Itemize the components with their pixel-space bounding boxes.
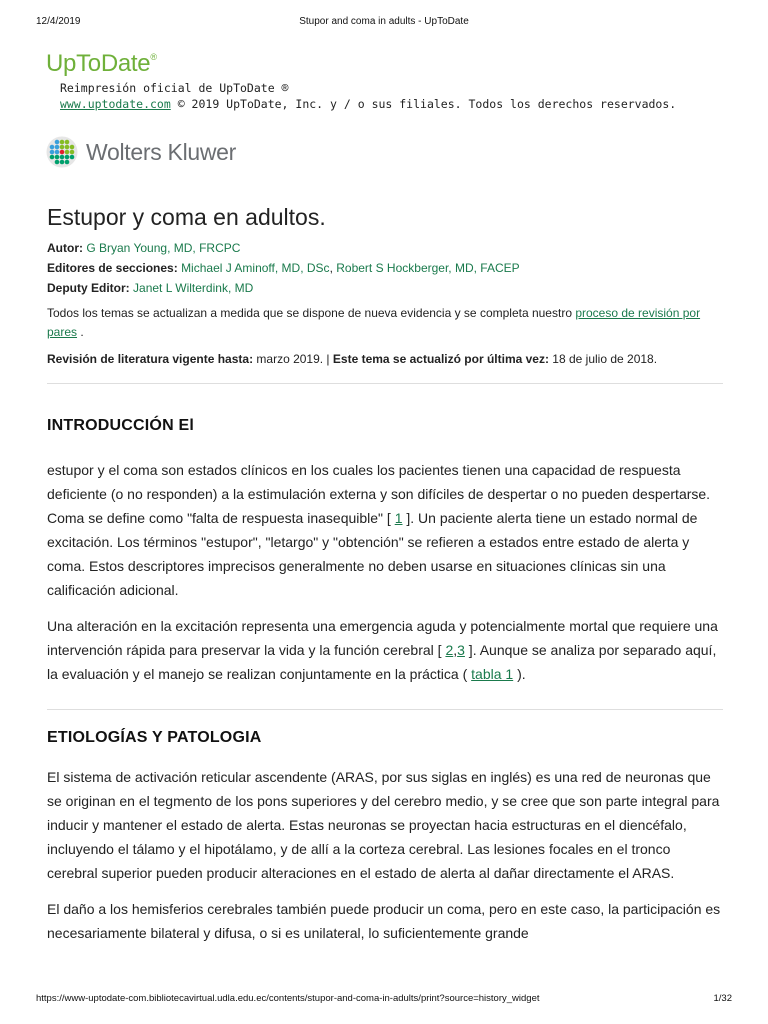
editors-line <box>47 258 723 278</box>
logo-dot <box>55 145 60 150</box>
uptodate-logo <box>46 50 157 78</box>
logo-dot <box>55 140 60 145</box>
etiology-paragraph-1: El sistema de activación reticular ascendente (ARAS, por sus siglas en inglés) es una red de neuronas que se originan en el tegmento de los pons superiores y del cerebro medio, y se cree que son parte integral para inducir y mantener el estado de alerta. Estas neuronas se proyectan hacia estructuras en el diencéfalo, incluyendo el tálamo y el hipotálamo, y de allí a la corteza cerebral. Las lesiones focales en el tronco cerebral superior pueden producir alteraciones en el estado de alerta al dañar directamente el ARAS. <box>47 769 720 881</box>
reference-separator: , <box>453 642 458 658</box>
logo-dot <box>65 160 70 165</box>
table-1-link[interactable]: tabla 1 <box>471 666 514 682</box>
section-heading-introduction: INTRODUCCIÓN El <box>47 417 194 434</box>
review-label: Revisión de literatura vigente hasta: <box>47 352 254 366</box>
logo-dot <box>70 145 75 150</box>
reprint-notice <box>60 80 676 112</box>
intro-paragraph-2 <box>47 614 723 686</box>
uptodate-link[interactable]: www.uptodate.com <box>60 97 171 111</box>
article <box>47 200 723 945</box>
editors-label: Editores de secciones: <box>47 261 178 275</box>
logo-dot <box>55 160 60 165</box>
peer-review-link[interactable]: proceso de revisión por pares <box>47 306 701 339</box>
update-note-text: Todos los temas se actualizan a medida que se dispone de nueva evidencia y se completa nuestro <box>47 306 576 320</box>
reprint-line-1: Reimpresión oficial de UpToDate ® <box>60 81 289 95</box>
logo-dot <box>50 145 55 150</box>
print-date: 12/4/2019 <box>36 16 81 27</box>
editor-link-aminoff[interactable]: Michael J Aminoff, MD, DSc <box>181 261 330 275</box>
registered-mark: ® <box>150 52 157 62</box>
logo-dot <box>60 155 65 160</box>
print-footer <box>36 993 732 1007</box>
logo-dot <box>60 140 65 145</box>
review-info <box>47 350 723 368</box>
brand-name: UpToDate <box>46 50 151 77</box>
intro-p1-text-end: ]. Un paciente alerta tiene un estado normal de excitación. Los términos "estupor", "letargo" y "obtención" se refieren a estados entre estado de alerta y coma. Estos descriptores imprecisos generalmente no deben usarse en situaciones clínicas sin una calificación adicional. <box>47 510 698 598</box>
review-value: marzo 2019. | <box>253 352 333 366</box>
reference-link-3[interactable]: 3 <box>457 642 465 658</box>
copyright-text: © 2019 UpToDate, Inc. y / o sus filiales. Todos los derechos reservados. <box>170 97 677 111</box>
author-label: Autor: <box>47 241 83 255</box>
author-link[interactable]: G Bryan Young, MD, FRCPC <box>86 241 241 255</box>
logo-dot <box>65 155 70 160</box>
editor-separator: , <box>329 261 337 275</box>
editor-link-hockberger[interactable]: Robert S Hockberger, MD, FACEP <box>336 261 520 275</box>
intro-p2-text-end: ). <box>513 666 526 682</box>
etiology-paragraph-2: El daño a los hemisferios cerebrales también puede producir un coma, pero en este caso, la participación es necesariamente bilateral y difusa, o si es unilateral, lo suficientemente grande <box>47 901 721 941</box>
logo-dot <box>65 140 70 145</box>
deputy-editor-link[interactable]: Janet L Wilterdink, MD <box>133 281 254 295</box>
logo-dot <box>70 155 75 160</box>
logo-dot <box>55 150 60 155</box>
logo-dot <box>70 150 75 155</box>
logo-dot <box>50 150 55 155</box>
update-note-end: . <box>77 325 84 339</box>
divider <box>47 709 723 710</box>
section-heading-etiology: ETIOLOGÍAS Y PATOLOGIA <box>47 729 262 746</box>
print-page-title: Stupor and coma in adults - UpToDate <box>299 16 469 27</box>
wolters-kluwer-logo <box>46 134 236 170</box>
publisher-name: Wolters Kluwer <box>86 138 237 165</box>
intro-paragraph-1 <box>47 458 723 602</box>
intro-p2-text: Una alteración en la excitación representa una emergencia aguda y potencialmente mortal que requiere una intervención rápida para preservar la vida y la función cerebral [ <box>47 618 718 658</box>
reference-link-1[interactable]: 1 <box>394 510 403 526</box>
updated-value: 18 de julio de 2018. <box>548 352 658 366</box>
logo-dot <box>55 155 60 160</box>
deputy-editor-line <box>47 278 723 298</box>
article-meta <box>47 238 723 298</box>
reference-link-2[interactable]: 2 <box>445 642 454 658</box>
update-note <box>47 304 723 342</box>
wolters-kluwer-mark-icon <box>46 136 78 168</box>
deputy-editor-label: Deputy Editor: <box>47 281 130 295</box>
intro-p2-text-mid: ]. Aunque se analiza por separado aquí, la evaluación y el manejo se realizan conjuntamente en la práctica ( <box>47 642 717 682</box>
logo-dot <box>60 160 65 165</box>
author-line <box>47 238 723 258</box>
print-header <box>36 16 732 30</box>
logo-dot <box>60 150 65 155</box>
page-number: 1/32 <box>713 993 732 1004</box>
divider <box>47 383 723 384</box>
article-title: Estupor y coma en adultos. <box>47 204 326 230</box>
logo-dot <box>65 145 70 150</box>
logo-dot <box>65 150 70 155</box>
intro-p1-text: estupor y el coma son estados clínicos en los cuales los pacientes tienen una capacidad de respuesta deficiente (o no responden) a la estimulación externa y son difíciles de despertar o no pueden despertarse. Coma se define como "falta de respuesta inasequible" [ <box>47 462 711 526</box>
logo-dot <box>60 145 65 150</box>
logo-dot <box>50 155 55 160</box>
print-url: https://www-uptodate-com.bibliotecavirtual.udla.edu.ec/contents/stupor-and-coma-in-adults/print?source=history_widget <box>36 993 540 1004</box>
updated-label: Este tema se actualizó por última vez: <box>332 352 549 366</box>
reprint-line-2 <box>60 96 676 112</box>
